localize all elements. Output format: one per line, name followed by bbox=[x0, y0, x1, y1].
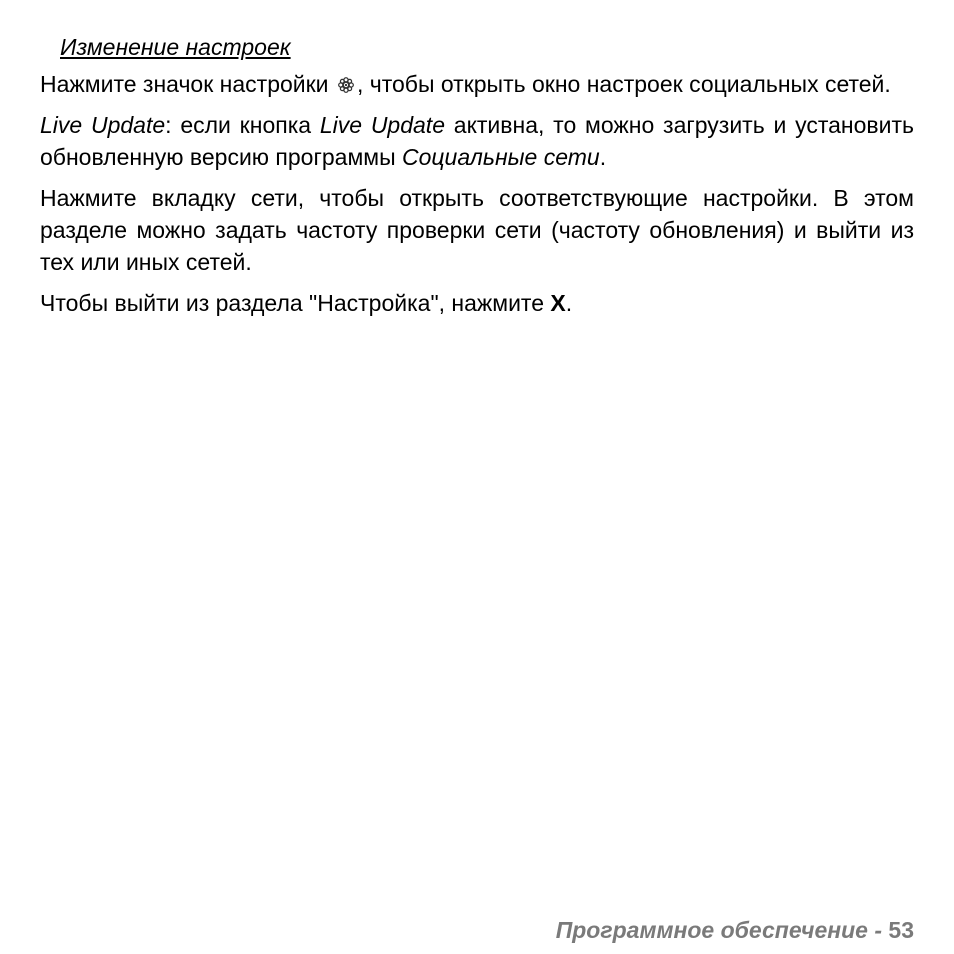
paragraph-live-update bbox=[40, 109, 914, 173]
gear-icon bbox=[337, 76, 355, 94]
term-social-networks: Социальные сети bbox=[402, 144, 600, 170]
page-footer bbox=[556, 914, 914, 946]
p2-text-mid: : если кнопка bbox=[165, 112, 320, 138]
paragraph-network-tab: Нажмите вкладку сети, чтобы открыть соответствующие настройки. В этом разделе можно задать частоту проверки сети (частоту обновления) и выйти из тех или иных сетей. bbox=[40, 185, 914, 275]
close-key-label: X bbox=[550, 290, 566, 316]
paragraph-exit-settings bbox=[40, 287, 914, 319]
p2-text-end: . bbox=[599, 144, 607, 170]
p4-text-before: Чтобы выйти из раздела "Настройка", нажмите bbox=[40, 290, 551, 316]
p4-text-end: . bbox=[565, 290, 573, 316]
term-live-update-button: Live Update bbox=[319, 112, 445, 138]
p2-text-rest: активна, то можно загрузить и установить обновленную версию программы bbox=[40, 112, 915, 170]
term-live-update: Live Update bbox=[40, 112, 166, 138]
page-body bbox=[40, 30, 914, 328]
p1-text-after: , чтобы открыть окно настроек социальных сетей. bbox=[356, 71, 891, 97]
page-number: 53 bbox=[888, 917, 914, 943]
footer-title: Программное обеспечение - bbox=[555, 917, 889, 943]
p1-text-before: Нажмите значок настройки bbox=[40, 71, 335, 97]
section-heading: Изменение настроек bbox=[60, 34, 291, 60]
paragraph-settings-icon bbox=[40, 68, 914, 100]
